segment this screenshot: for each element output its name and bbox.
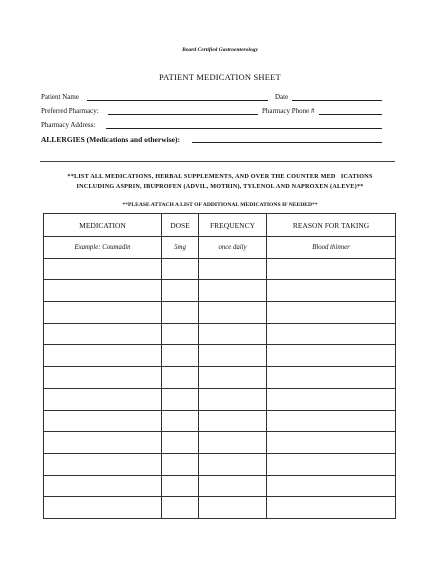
example-row [44,237,396,259]
cell-frequency[interactable] [199,475,267,497]
cell-dose[interactable] [162,323,199,345]
cell-dose[interactable] [162,410,199,432]
header-medication: MEDICATION [44,214,162,237]
cell-reason[interactable] [267,258,396,280]
cell-reason[interactable] [267,475,396,497]
pharmacy-phone-label: Pharmacy Phone # [262,107,315,115]
cell-medication[interactable] [44,258,162,280]
header-reason: REASON FOR TAKING [267,214,396,237]
cell-reason[interactable] [267,323,396,345]
cell-medication[interactable] [44,280,162,302]
example-frequency: once daily [199,237,267,259]
organization-name: Board Certified Gastroenterology [182,47,258,53]
table-row [44,302,396,324]
cell-reason[interactable] [267,410,396,432]
header-dose: DOSE [162,214,199,237]
cell-dose[interactable] [162,345,199,367]
table-row [44,367,396,389]
table-header-row [44,214,396,237]
table-row [44,345,396,367]
allergies-field[interactable] [192,142,382,143]
table-row [44,475,396,497]
cell-dose[interactable] [162,497,199,519]
cell-medication[interactable] [44,475,162,497]
cell-reason[interactable] [267,280,396,302]
medication-table [43,213,396,519]
table-row [44,432,396,454]
cell-frequency[interactable] [199,453,267,475]
table-row [44,453,396,475]
example-reason: Blood thinner [267,237,396,259]
cell-reason[interactable] [267,432,396,454]
cell-frequency[interactable] [199,323,267,345]
table-row [44,258,396,280]
date-label: Date [275,93,289,101]
pharmacy-address-field[interactable] [106,128,382,129]
cell-medication[interactable] [44,410,162,432]
table-row [44,280,396,302]
cell-reason[interactable] [267,302,396,324]
cell-frequency[interactable] [199,345,267,367]
cell-reason[interactable] [267,453,396,475]
cell-medication[interactable] [44,388,162,410]
medication-notice [40,172,400,192]
preferred-pharmacy-field[interactable] [108,114,258,115]
cell-medication[interactable] [44,323,162,345]
cell-frequency[interactable] [199,497,267,519]
page-title: PATIENT MEDICATION SHEET [159,72,281,82]
patient-name-label: Patient Name [41,93,79,101]
cell-dose[interactable] [162,453,199,475]
table-row [44,323,396,345]
cell-dose[interactable] [162,367,199,389]
header-frequency: FREQUENCY [199,214,267,237]
example-medication: Example: Coumadin [44,237,162,259]
cell-medication[interactable] [44,345,162,367]
cell-frequency[interactable] [199,258,267,280]
cell-medication[interactable] [44,432,162,454]
patient-name-field[interactable] [87,100,268,101]
cell-frequency[interactable] [199,367,267,389]
cell-medication[interactable] [44,453,162,475]
table-row [44,410,396,432]
cell-dose[interactable] [162,302,199,324]
cell-medication[interactable] [44,497,162,519]
cell-reason[interactable] [267,388,396,410]
cell-dose[interactable] [162,432,199,454]
table-row [44,497,396,519]
cell-reason[interactable] [267,367,396,389]
cell-dose[interactable] [162,475,199,497]
cell-reason[interactable] [267,497,396,519]
attach-notice: **PLEASE ATTACH A LIST OF ADDITIONAL MEDICATIONS IF NEEDED** [122,202,318,208]
date-field[interactable] [292,100,382,101]
section-divider [40,161,395,162]
example-dose: 5mg [162,237,199,259]
notice-line-2: INCLUDING ASPRIN, IBUPROFEN (ADVIL, MOTRIN), TYLENOL AND NAPROXEN (ALEVE)** [76,183,364,190]
pharmacy-address-label: Pharmacy Address: [41,121,96,129]
pharmacy-phone-field[interactable] [319,114,382,115]
cell-frequency[interactable] [199,280,267,302]
cell-dose[interactable] [162,388,199,410]
cell-medication[interactable] [44,367,162,389]
cell-reason[interactable] [267,345,396,367]
cell-frequency[interactable] [199,388,267,410]
table-row [44,388,396,410]
cell-medication[interactable] [44,302,162,324]
cell-frequency[interactable] [199,410,267,432]
preferred-pharmacy-label: Preferred Pharmacy: [41,107,99,115]
notice-line-1: **LIST ALL MEDICATIONS, HERBAL SUPPLEMENTS, AND OVER THE COUNTER MED ICATIONS [67,173,373,180]
cell-dose[interactable] [162,258,199,280]
cell-frequency[interactable] [199,432,267,454]
allergies-label: ALLERGIES (Medications and otherwise): [41,135,180,144]
cell-frequency[interactable] [199,302,267,324]
cell-dose[interactable] [162,280,199,302]
